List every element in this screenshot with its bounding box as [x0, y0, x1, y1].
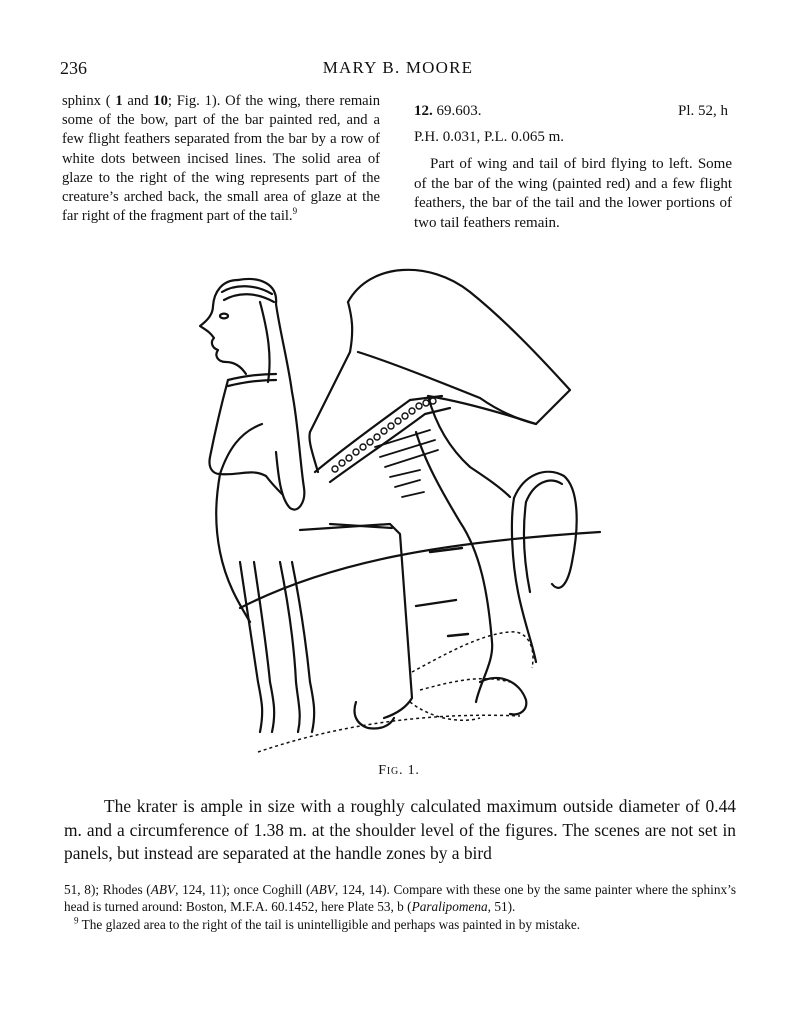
text-run: 51, 8); Rhodes (: [64, 882, 151, 897]
hair-band: [222, 286, 272, 294]
hair-band-2: [224, 294, 274, 302]
footnote-9: [64, 916, 736, 933]
right-column: [414, 102, 732, 234]
eye: [220, 314, 228, 319]
footnotes: [64, 881, 736, 933]
hind-leg: [480, 678, 526, 714]
title-paralipomena: Paralipomena: [411, 899, 488, 915]
front-leg-2: [254, 562, 274, 732]
dotted-haunch: [412, 632, 533, 672]
entry-number: 12.: [414, 103, 433, 119]
entry-plate: Pl. 52, h: [677, 103, 728, 119]
hair-outline: [238, 279, 304, 510]
entry-measurements: P.H. 0.031, P.L. 0.065 m.: [414, 129, 565, 145]
wing-outline: [348, 270, 570, 424]
front-leg-4: [292, 562, 314, 732]
tail-down-2: [524, 502, 530, 592]
figure-ref-10: 10: [153, 93, 168, 109]
figure-ref-1: 1: [115, 93, 123, 109]
back-line: [416, 432, 492, 702]
text-run: sphinx (: [62, 93, 116, 109]
entry-accession: 69.603.: [436, 103, 482, 119]
text-run: , 124, 11); once Coghill (: [175, 882, 311, 897]
text-run: , 124, 14). Compare with these one by the same painter where the sphinx’s head is turned around: Boston, M.F.A. 60.1452, here Plate 53, b (: [64, 882, 736, 915]
dotted-rim: [258, 715, 520, 752]
haunch-marks: [416, 548, 468, 636]
dotted-lower: [420, 679, 510, 690]
abbreviation-abv: ABV: [310, 882, 335, 897]
footnote-9-text: The glazed area to the right of the tail is unintelligible and perhaps was painted in by mistake.: [78, 916, 581, 932]
footnote-8-continued: [64, 881, 736, 916]
haunch: [300, 524, 412, 718]
catalog-entry-heading: [414, 102, 732, 124]
text-run: , 51).: [487, 899, 516, 915]
running-head: [60, 58, 736, 80]
footnote-marker: 9: [74, 915, 79, 926]
chest-inner: [220, 424, 262, 474]
wing-dots: [332, 398, 436, 472]
figure-caption: Fig. 1.: [378, 763, 420, 778]
text-run: ; Fig. 1). Of the wing, there remain some of the bow, part of the bar painted red, and a few flight feathers separated from the bar by a row of white dots between incised lines. The solid area of glaze to the right of the wing represents part of the creature’s arched back, the small area of glaze at the far right of the fragment part of the tail.: [62, 93, 381, 225]
page-number: 236: [60, 58, 87, 78]
running-title: MARY B. MOORE: [322, 58, 474, 77]
text-run: and: [122, 93, 154, 109]
necklace-2: [228, 380, 276, 386]
wing-inner-line: [358, 352, 536, 424]
left-paragraph: [62, 92, 380, 226]
footnote-ref[interactable]: 9: [292, 206, 298, 217]
left-column: [62, 92, 380, 226]
dotted-foot: [410, 702, 480, 720]
abbreviation-abv: ABV: [150, 882, 176, 897]
tail-inner: [526, 481, 562, 502]
sphinx-figure: [180, 262, 620, 758]
hair-back: [260, 302, 270, 382]
paw: [355, 702, 395, 729]
entry-description: Part of wing and tail of bird flying to left. Some of the bar of the wing (painted red) and a few flight feathers, the bar of the tail and the lower portions of two tail feathers remain.: [414, 156, 732, 231]
body-paragraph: The krater is ample in size with a roughly calculated maximum outside diameter of 0.44 m. and a circumference of 1.38 m. at the shoulder level of the figures. The scenes are not set in panels, but instead are separated at the handle zones by a bird: [64, 796, 736, 864]
